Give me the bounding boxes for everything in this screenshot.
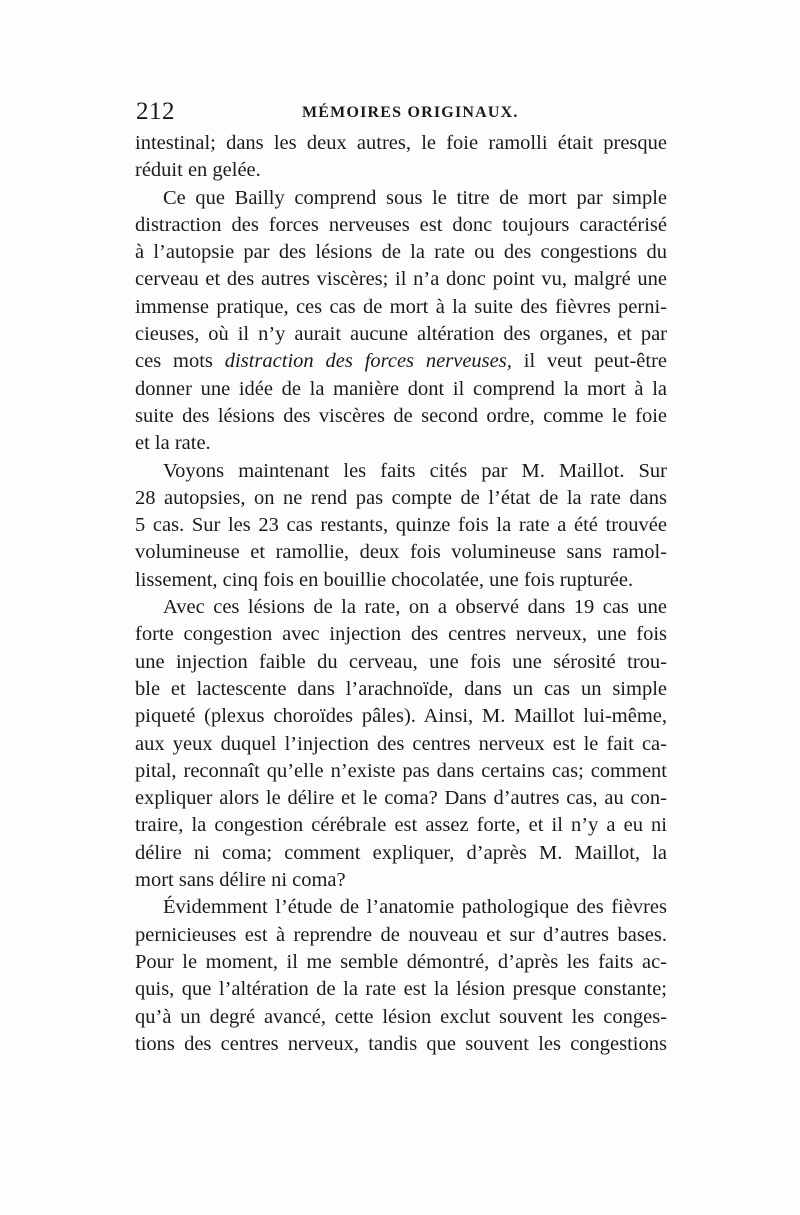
text-segment: suite des lésions des viscères de second ordre, comme le foie (135, 404, 667, 427)
text-line (135, 922, 667, 949)
text-segment: qu’à un degré avancé, cette lésion exclut souvent les conges- (135, 1005, 667, 1028)
text-segment: réduit en gelée. (135, 159, 261, 182)
text-line (135, 266, 667, 293)
text-segment: ble et lactescente dans l’arachnoïde, dans un cas un simple (135, 677, 667, 700)
text-segment: Pour le moment, il me semble démontré, d’après les faits ac- (135, 950, 667, 973)
text-line (135, 348, 667, 375)
text-line (135, 403, 667, 430)
text-segment: 28 autopsies, on ne rend pas compte de l’état de la rate dans (135, 486, 667, 509)
text-segment: aux yeux duquel l’injection des centres nerveux est le fait ca- (135, 732, 667, 755)
text-segment: quis, que l’altération de la rate est la lésion presque constante; (135, 978, 667, 1001)
text-line (135, 376, 667, 403)
text-segment: pital, reconnaît qu’elle n’existe pas dans certains cas; comment (135, 759, 667, 782)
text-segment: Avec ces lésions de la rate, on a observé dans 19 cas une (163, 596, 667, 619)
text-line (135, 758, 667, 785)
text-line (135, 294, 667, 321)
text-segment: expliquer alors le délire et le coma? Dans d’autres cas, au con- (135, 787, 667, 810)
text-segment: intestinal; dans les deux autres, le foie ramolli était presque (135, 132, 667, 154)
text-line (135, 703, 667, 730)
text-segment: cerveau et des autres viscères; il n’a donc point vu, malgré une (135, 268, 667, 291)
text-segment: Évidemment l’étude de l’anatomie pathologique des fièvres (163, 896, 667, 919)
text-line (135, 894, 667, 921)
text-segment: une injection faible du cerveau, une fois une sérosité trou- (135, 650, 667, 673)
text-line (135, 185, 667, 212)
italic-text-segment: distraction des forces nerveuses, (224, 350, 512, 373)
text-line (135, 840, 667, 867)
text-line (135, 430, 667, 457)
text-segment: 5 cas. Sur les 23 cas restants, quinze fois la rate a été trouvée (135, 514, 667, 537)
text-segment: pernicieuses est à reprendre de nouveau et sur d’autres bases. (135, 923, 667, 946)
text-line (135, 594, 667, 621)
text-segment: Ce que Bailly comprend sous le titre de mort par simple (163, 186, 667, 209)
text-segment: cieuses, où il n’y aurait aucune altération des organes, et par (135, 323, 667, 346)
text-line (135, 621, 667, 648)
body-text (135, 130, 667, 1058)
text-line (135, 485, 667, 512)
text-line (135, 949, 667, 976)
text-line (135, 676, 667, 703)
text-segment: distraction des forces nerveuses est donc toujours caractérisé (135, 213, 667, 236)
text-segment: à l’autopsie par des lésions de la rate ou des congestions du (135, 241, 667, 264)
text-line (135, 976, 667, 1003)
text-line (135, 785, 667, 812)
text-line (135, 1031, 667, 1058)
text-line (135, 731, 667, 758)
page-number: 212 (136, 98, 175, 125)
text-line (135, 649, 667, 676)
text-line (135, 458, 667, 485)
text-segment: forte congestion avec injection des centres nerveux, une fois (135, 623, 667, 646)
text-segment: volumineuse et ramollie, deux fois volumineuse sans ramol- (135, 541, 667, 564)
text-segment: Voyons maintenant les faits cités par M. Maillot. Sur (163, 459, 667, 482)
text-line (135, 812, 667, 839)
page-header (136, 97, 666, 127)
text-segment: lissement, cinq fois en bouillie chocolatée, une fois rupturée. (135, 568, 634, 591)
text-segment: et la rate. (135, 432, 211, 455)
text-line (135, 321, 667, 348)
text-segment: traire, la congestion cérébrale est assez forte, et il n’y a eu ni (135, 814, 667, 837)
text-segment: tions des centres nerveux, tandis que souvent les congestions (135, 1032, 667, 1055)
text-line (135, 130, 667, 157)
text-segment: mort sans délire ni coma? (135, 869, 346, 892)
text-line (135, 157, 667, 184)
text-segment: immense pratique, ces cas de mort à la suite des fièvres perni- (135, 295, 667, 318)
text-line (135, 212, 667, 239)
text-line (135, 539, 667, 566)
text-segment: il veut peut-être (511, 350, 668, 373)
text-line (135, 239, 667, 266)
text-line (135, 567, 667, 594)
text-line (135, 512, 667, 539)
text-segment: ces mots (135, 350, 225, 373)
text-segment: piqueté (plexus choroïdes pâles). Ainsi, M. Maillot lui-même, (135, 705, 667, 728)
text-segment: délire ni coma; comment expliquer, d’après M. Maillot, la (135, 841, 667, 864)
text-line (135, 867, 667, 894)
text-segment: donner une idée de la manière dont il comprend la mort à la (135, 377, 667, 400)
running-head: MÉMOIRES ORIGINAUX. (302, 104, 519, 121)
text-line (135, 1004, 667, 1031)
